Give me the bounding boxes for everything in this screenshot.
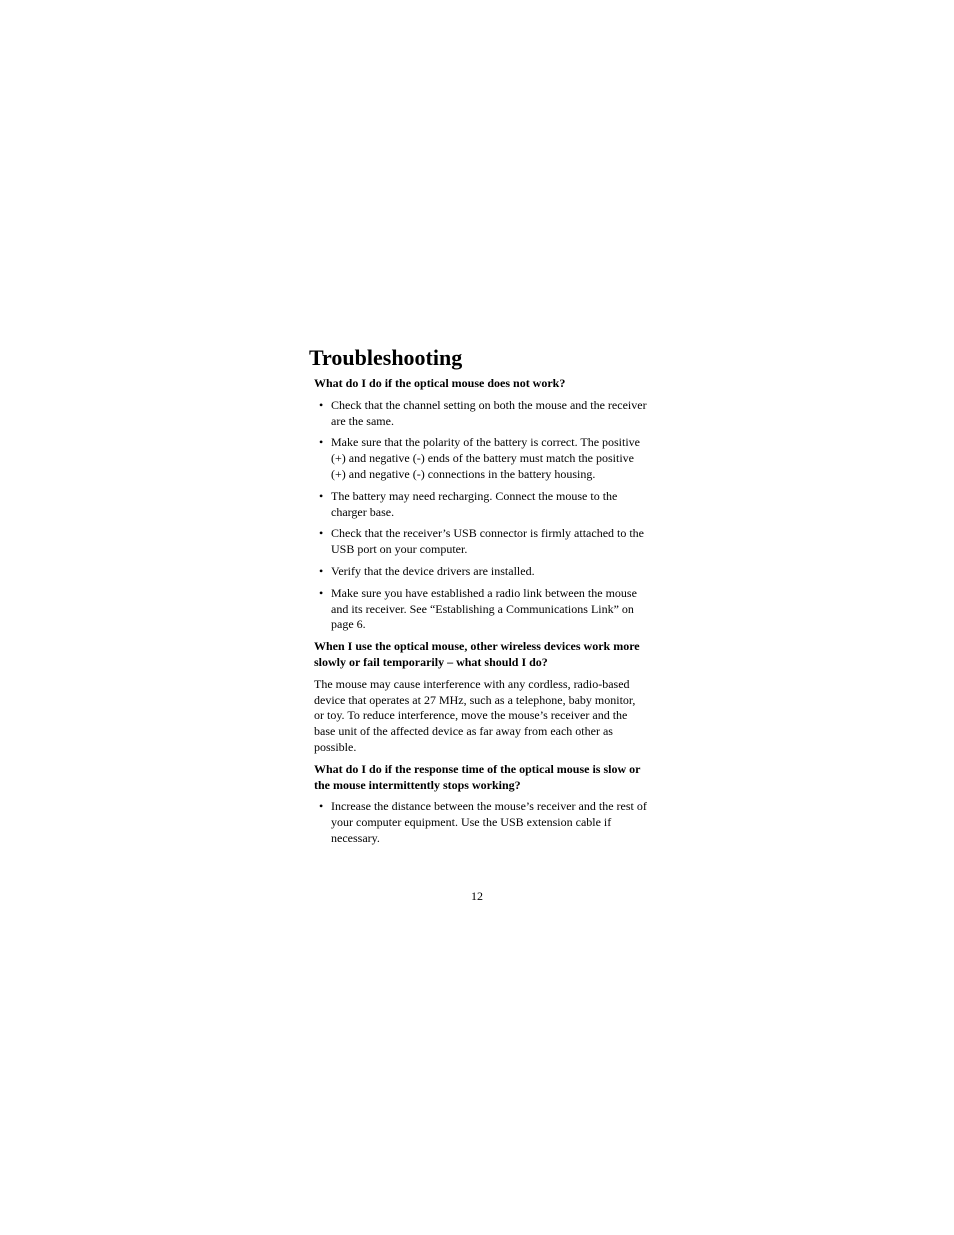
list-item-text: Make sure that the polarity of the battery is correct. The positive (+) and negative (-) ends of the battery must match the positive (+) and negative (-) connections in the battery housing. [331,435,641,481]
list-item-text: Make sure you have established a radio link between the mouse and its receiver. See “Establishing a Communications Link” on page 6. [331,585,637,632]
list-item-text: Increase the distance between the mouse’s receiver and the rest of your computer equipment. Use the USB extension cable if necessary. [331,799,647,845]
page-title: Troubleshooting [309,345,463,370]
list-item [314,398,648,430]
troubleshooting-content [314,374,648,853]
list-item [314,586,648,633]
list-item [314,489,648,521]
page-number: 12 [471,889,483,903]
faq-bullet-list [314,799,648,846]
list-item-text: The battery may need recharging. Connect the mouse to the charger base. [331,488,618,519]
bullet-icon: • [319,435,324,450]
list-item-text: Verify that the device drivers are installed. [331,563,535,578]
faq-question: When I use the optical mouse, other wireless devices work more slowly or fail temporarily – what should I do? [314,639,640,669]
bullet-icon: • [319,799,324,814]
list-item [314,564,648,580]
faq-answer: The mouse may cause interference with any cordless, radio-based device that operates at 27 MHz, such as a telephone, baby monitor, or toy. To reduce interference, move the mouse’s receiver and the base unit of the affected device as far away from each other as possible. [314,676,636,754]
faq-bullet-list [314,398,648,633]
list-item-text: Check that the receiver’s USB connector is firmly attached to the USB port on your computer. [331,526,645,557]
bullet-icon: • [319,526,324,541]
bullet-icon: • [319,397,324,412]
bullet-icon: • [319,563,324,578]
bullet-icon: • [319,585,324,600]
faq-question: What do I do if the response time of the optical mouse is slow or the mouse intermittently stops working? [314,761,641,792]
list-item-text: Check that the channel setting on both the mouse and the receiver are the same. [331,397,647,428]
bullet-icon: • [319,488,324,503]
list-item [314,435,648,482]
list-item [314,799,648,846]
faq-question: What do I do if the optical mouse does not work? [314,376,566,390]
list-item [314,526,648,558]
